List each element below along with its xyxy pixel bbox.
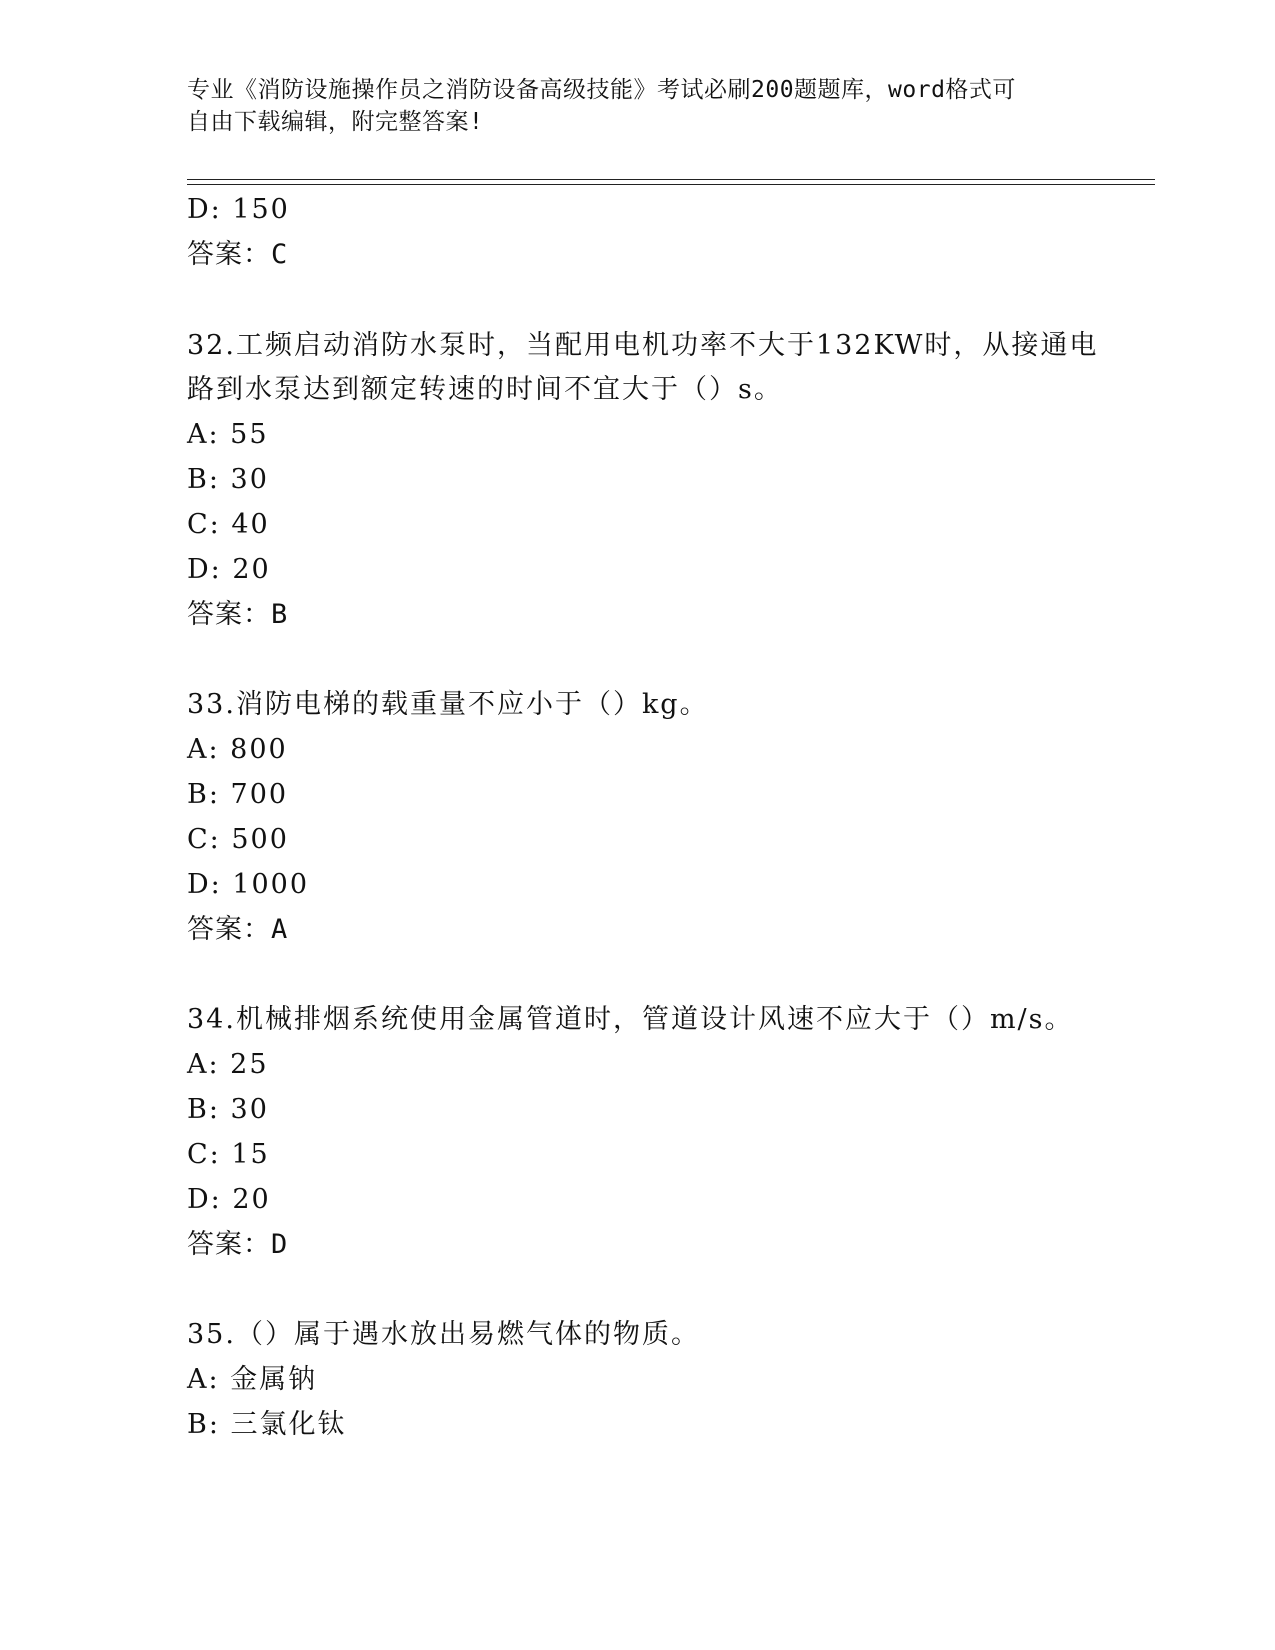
question-stem-continued: 路到水泵达到额定转速的时间不宜大于（）s。 (187, 374, 783, 405)
option-b: B: 三氯化钛 (187, 1409, 347, 1440)
option-d: D: 20 (187, 554, 271, 585)
header-line-2: 自由下载编辑，附完整答案! (187, 109, 484, 135)
question-stem: 34.机械排烟系统使用金属管道时，管道设计风速不应大于（）m/s。 (187, 1004, 1074, 1035)
option-d: D: 150 (187, 194, 290, 225)
answer-line: 答案：A (187, 914, 289, 945)
option-c: C: 15 (187, 1139, 270, 1170)
question-stem: 32.工频启动消防水泵时，当配用电机功率不大于132KW时，从接通电 (187, 330, 1099, 361)
option-b: B: 700 (187, 779, 289, 810)
option-a: A: 金属钠 (187, 1364, 318, 1395)
answer-line: 答案：B (187, 599, 289, 630)
option-c: C: 500 (187, 824, 289, 855)
option-a: A: 25 (187, 1049, 269, 1080)
header-rule-top (187, 179, 1155, 180)
answer-line: 答案：C (187, 239, 289, 270)
option-b: B: 30 (187, 1094, 269, 1125)
option-d: D: 1000 (187, 869, 310, 900)
option-a: A: 800 (187, 734, 288, 765)
option-d: D: 20 (187, 1184, 271, 1215)
question-stem: 33.消防电梯的载重量不应小于（）kg。 (187, 689, 709, 720)
option-c: C: 40 (187, 509, 270, 540)
option-a: A: 55 (187, 419, 269, 450)
header-line-1: 专业《消防设施操作员之消防设备高级技能》考试必刷200题题库，word格式可 (187, 77, 1016, 103)
document-header (187, 74, 1067, 138)
option-b: B: 30 (187, 464, 269, 495)
question-stem: 35.（）属于遇水放出易燃气体的物质。 (187, 1319, 700, 1350)
header-rule-bottom (187, 184, 1155, 185)
answer-line: 答案：D (187, 1229, 289, 1260)
